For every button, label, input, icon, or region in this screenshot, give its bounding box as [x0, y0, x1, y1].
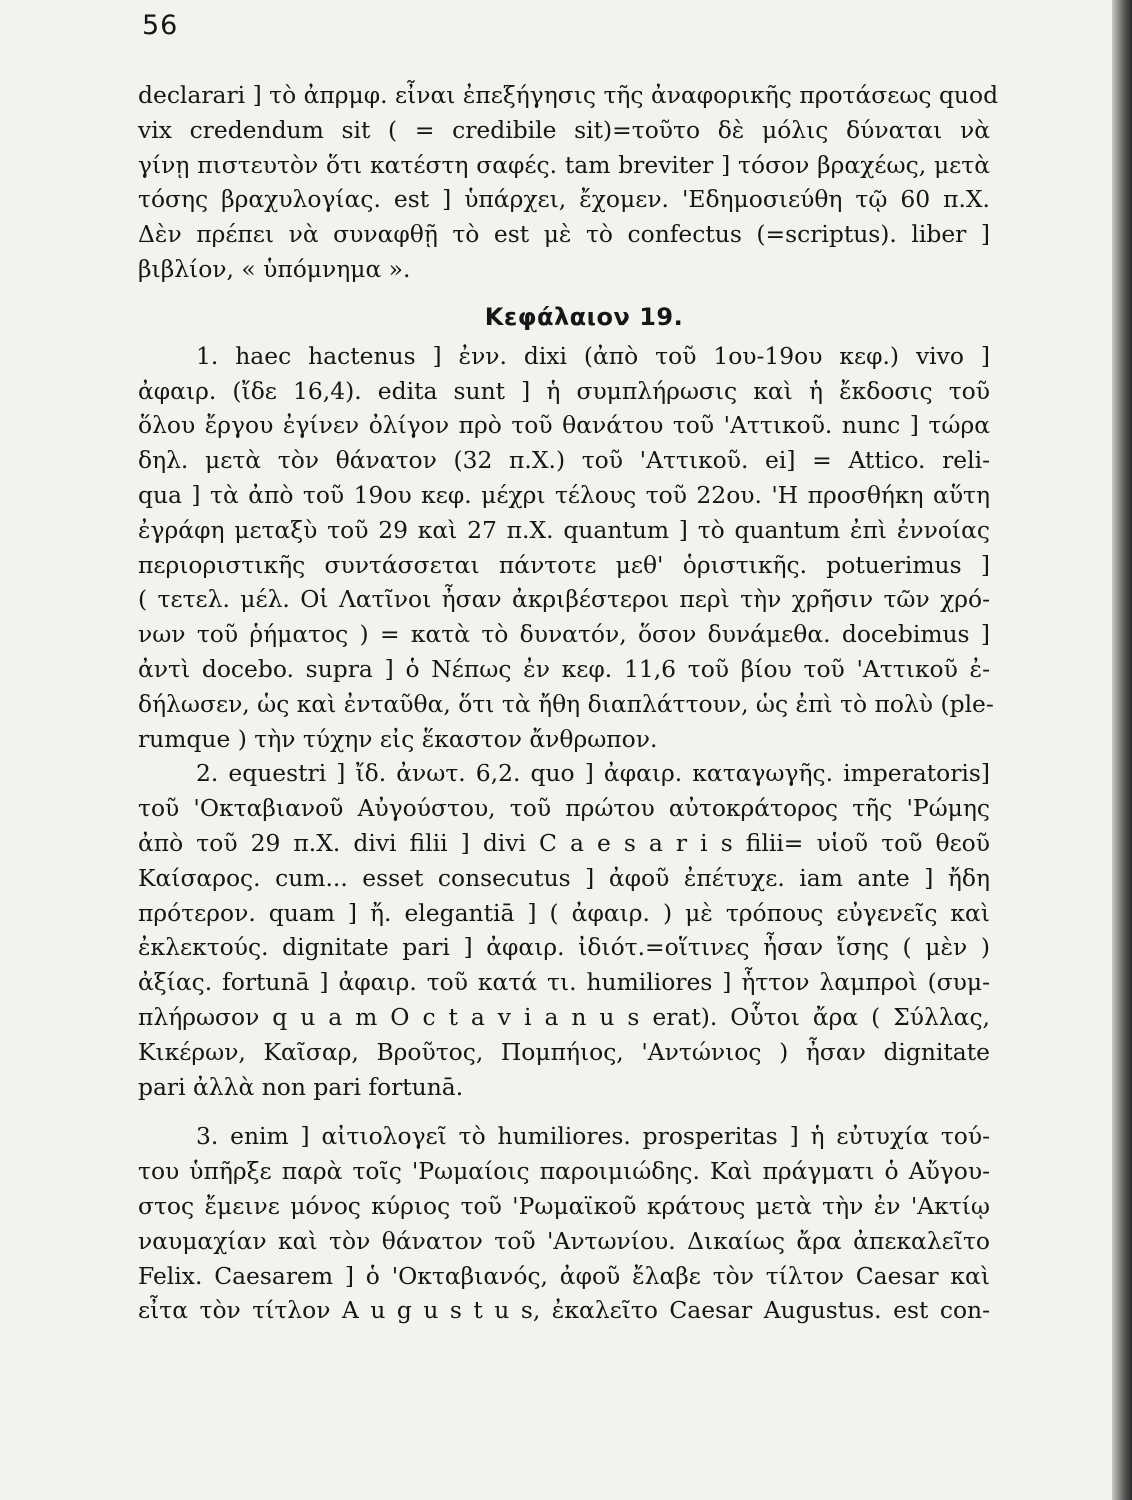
- text-line: εἶτα τὸν τίτλον A u g u s t u s, ἐκαλεῖτο Caesar Augustus. est con-: [138, 1296, 990, 1325]
- text-line: ( τετελ. μέλ. Οἱ Λατῖνοι ἦσαν ἀκριβέστεροι περὶ τὴν χρῆσιν τῶν χρό-: [138, 585, 990, 614]
- text-line: πρότερον. quam ] ἤ. elegantiā ] ( ἀφαιρ. ) μὲ τρόπους εὐγενεῖς καὶ: [138, 898, 990, 927]
- paragraph-2: [138, 756, 990, 1104]
- paragraph-1: [138, 339, 994, 757]
- text-line: του ὑπῆρξε παρὰ τοῖς 'Ρωμαίοις παροιμιώδης. Καὶ πράγματι ὁ Αὔγου-: [138, 1157, 990, 1186]
- text-line: τοῦ 'Οκταβιανοῦ Αὐγούστου, τοῦ πρώτου αὐτοκράτορος τῆς 'Ρώμης: [138, 794, 990, 823]
- text-line: περιοριστικῆς συντάσσεται πάντοτε μεθ' ὁριστικῆς. potuerimus ]: [138, 550, 990, 579]
- text-line: 1. haec hactenus ] ἐνν. dixi (ἀπὸ τοῦ 1ου-19ου κεφ.) vivo ]: [196, 341, 990, 370]
- text-line: δηλ. μετὰ τὸν θάνατον (32 π.Χ.) τοῦ 'Αττικοῦ. ei] = Attico. reli-: [138, 446, 990, 475]
- text-line: 3. enim ] αἰτιολογεῖ τὸ humiliores. prosperitas ] ἡ εὐτυχία τού-: [196, 1122, 990, 1151]
- page-number: 56: [142, 10, 179, 41]
- text-line: pari ἀλλὰ non pari fortunā.: [138, 1072, 464, 1101]
- text-line: Δὲν πρέπει νὰ συναφθῇ τὸ est μὲ τὸ confectus (=scriptus). liber ]: [138, 220, 990, 249]
- text-line: στος ἔμεινε μόνος κύριος τοῦ 'Ρωμαϊκοῦ κράτους μετὰ τὴν ἐν 'Ακτίῳ: [138, 1191, 990, 1220]
- text-line: γίνῃ πιστευτὸν ὅτι κατέστη σαφές. tam breviter ] τόσον βραχέως, μετὰ: [138, 150, 990, 179]
- text-line: ἐγράφη μεταξὺ τοῦ 29 καὶ 27 π.Χ. quantum ] τὸ quantum ἐπὶ ἐννοίας: [138, 515, 990, 544]
- text-line: Καίσαρος. cum... esset consecutus ] ἀφοῦ ἐπέτυχε. iam ante ] ἤδη: [138, 863, 990, 892]
- text-line: vix credendum sit ( = credibile sit)=τοῦτο δὲ μόλις δύναται νὰ: [138, 115, 990, 144]
- text-line: πλήρωσον q u a m O c t a v i a n u s erat). Οὗτοι ἄρα ( Σύλλας,: [138, 1002, 990, 1031]
- text-block: [138, 78, 999, 1328]
- text-line: τόσης βραχυλογίας. est ] ὑπάρχει, ἔχομεν. 'Εδημοσιεύθη τῷ 60 π.Χ.: [138, 185, 990, 214]
- page-edge-shadow: [1112, 0, 1132, 1500]
- text-line: ἀξίας. fortunā ] ἀφαιρ. τοῦ κατά τι. humiliores ] ἧττον λαμπροὶ (συμ-: [138, 968, 990, 997]
- text-line: ναυμαχίαν καὶ τὸν θάνατον τοῦ 'Αντωνίου. Δικαίως ἄρα ἀπεκαλεῖτο: [138, 1226, 990, 1255]
- chapter-heading: Κεφάλαιον 19.: [484, 302, 684, 331]
- paragraph-3: [138, 1119, 990, 1328]
- text-line: qua ] τὰ ἀπὸ τοῦ 19ου κεφ. μέχρι τέλους τοῦ 22ου. 'Η προσθήκη αὕτη: [138, 480, 990, 509]
- text-line: δήλωσεν, ὡς καὶ ἐνταῦθα, ὅτι τὰ ἤθη διαπλάττουν, ὡς ἐπὶ τὸ πολὺ (ple-: [138, 689, 994, 718]
- text-line: ἀντὶ docebo. supra ] ὁ Νέπως ἐν κεφ. 11,6 τοῦ βίου τοῦ 'Αττικοῦ ἐ-: [138, 654, 990, 683]
- text-line: rumque ) τὴν τύχην εἰς ἕκαστον ἄνθρωπον.: [138, 724, 658, 753]
- text-line: βιβλίον, « ὑπόμνημα ».: [138, 254, 411, 283]
- text-line: declarari ] τὸ ἀπρμφ. εἶναι ἐπεξήγησις τῆς ἀναφορικῆς προτάσεως quod: [138, 81, 999, 109]
- text-line: Κικέρων, Καῖσαρ, Βροῦτος, Πομπήιος, 'Αντώνιος ) ἦσαν dignitate: [138, 1037, 990, 1066]
- text-line: Felix. Caesarem ] ὁ 'Οκταβιανός, ἀφοῦ ἔλαβε τὸν τίλτον Caesar καὶ: [138, 1261, 990, 1290]
- paragraph-intro: [138, 78, 999, 287]
- text-line: ἐκλεκτούς. dignitate pari ] ἀφαιρ. ἰδιότ.=οἵτινες ἦσαν ἴσης ( μὲν ): [138, 933, 990, 962]
- text-line: 2. equestri ] ἴδ. ἀνωτ. 6,2. quo ] ἀφαιρ. καταγωγῆς. imperatoris]: [196, 759, 990, 788]
- text-line: νων τοῦ ῥήματος ) = κατὰ τὸ δυνατόν, ὅσον δυνάμεθα. docebimus ]: [138, 620, 990, 649]
- text-line: ὅλου ἔργου ἐγίνεν ὀλίγον πρὸ τοῦ θανάτου τοῦ 'Αττικοῦ. nunc ] τώρα: [138, 411, 990, 440]
- text-line: ἀπὸ τοῦ 29 π.Χ. divi filii ] divi C a e s a r i s filii= υἱοῦ τοῦ θεοῦ: [138, 828, 990, 857]
- text-line: ἀφαιρ. (ἴδε 16,4). edita sunt ] ἡ συμπλήρωσις καὶ ἡ ἔκδοσις τοῦ: [138, 376, 990, 405]
